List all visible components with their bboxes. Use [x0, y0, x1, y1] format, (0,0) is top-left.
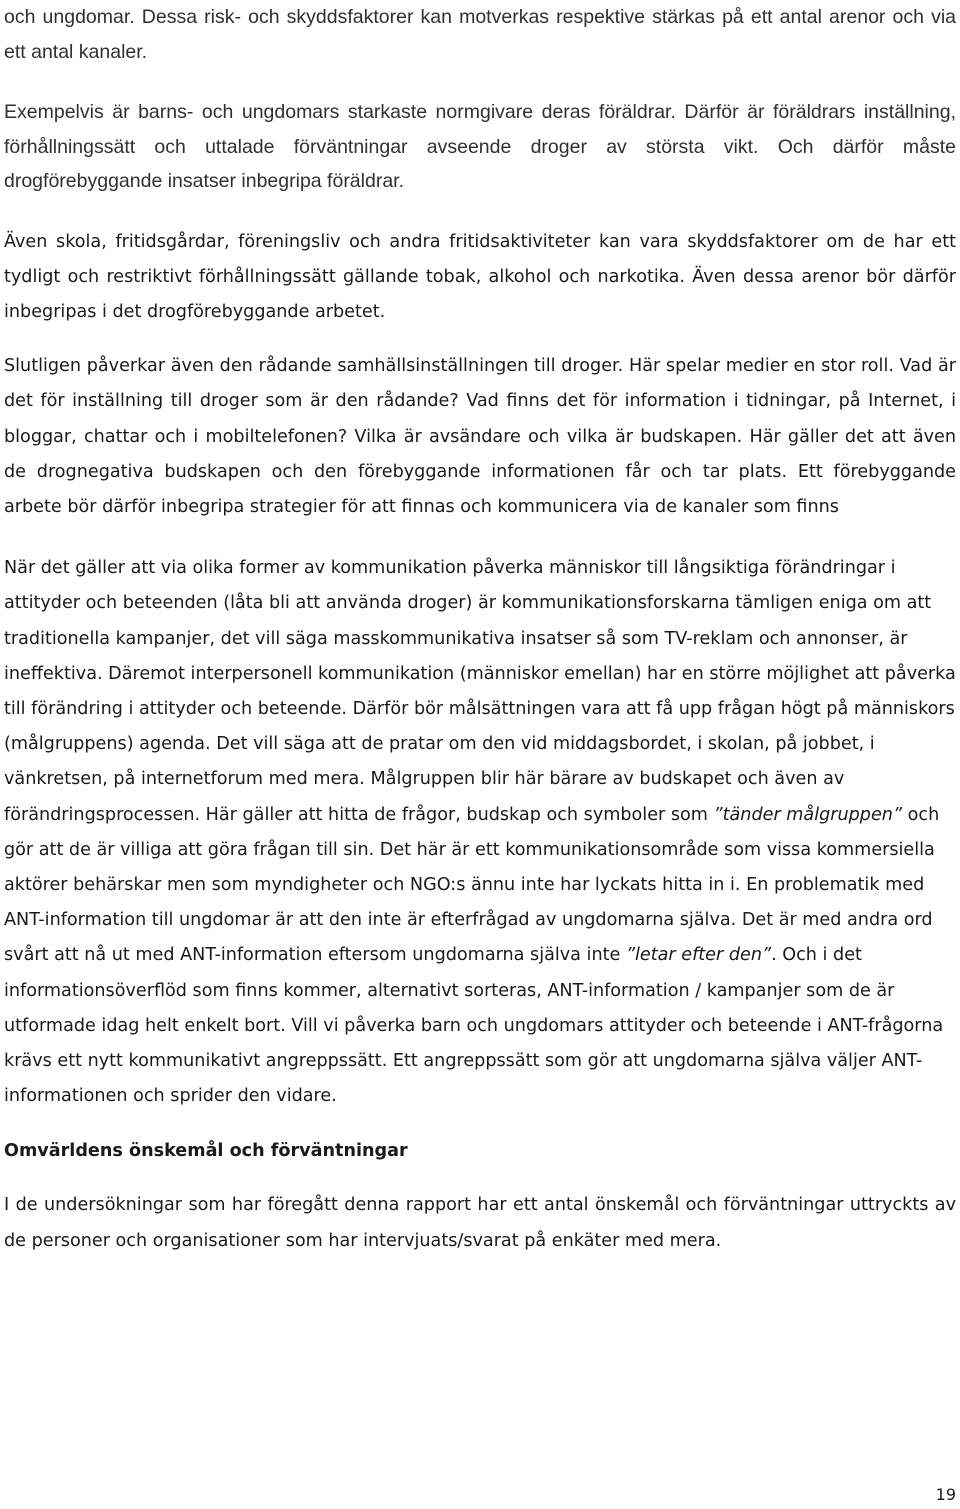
- paragraph-communication-part1: När det gäller att via olika former av kommunikation påverka människor till långsiktiga förändringar i attityder och beteenden (låta bli att använda droger) är kommunikationsforskarna tämligen eniga om att traditionella kampanjer, det vill säga masskommunikativa insatser så som TV-reklam och annonser, är ineffektiva. Däremot interpersonell kommunikation (människor emellan) har en större möjlighet att påverka till förändring i attityder och beteende. Därför bör målsättningen vara att få upp frågan högt på människors (målgruppens) agenda. Det vill säga att de pratar om den vid middagsbordet, i skolan, på jobbet, i vänkretsen, på internetforum med mera. Målgruppen blir här bärare av budskapet och även av förändringsprocessen. Här gäller att hitta de frågor, budskap och symboler som: [4, 558, 956, 825]
- paragraph-communication: [4, 551, 956, 1114]
- emphasis-looking-for-it: ”letar efter den”: [625, 945, 772, 966]
- paragraph-risk-factors: och ungdomar. Dessa risk- och skyddsfaktorer kan motverkas respektive stärkas på ett antal arenor och via ett antal kanaler.: [4, 6, 956, 63]
- paragraph-parents: Exempelvis är barns- och ungdomars starkaste normgivare deras föräldrar. Därför är föräldrars inställning, förhållningssätt och uttalade förväntningar avseende droger av största vikt. Och därför måste drogförebyggande insatser inbegripa föräldrar.: [4, 101, 956, 192]
- page-number: 19: [935, 1485, 956, 1504]
- emphasis-target-group: ”tänder målgruppen”: [713, 804, 903, 825]
- paragraph-school-leisure: Även skola, fritidsgårdar, föreningsliv och andra fritidsaktiviteter kan vara skyddsfaktorer om de har ett tydligt och restriktivt förhållningssätt gällande tobak, alkohol och narkotika. Även dessa arenor bör därför inbegripas i det drogförebyggande arbetet.: [4, 231, 956, 322]
- document-page: [4, 0, 956, 1259]
- paragraph-media: Slutligen påverkar även den rådande samhällsinställningen till droger. Här spelar medier en stor roll. Vad är det för inställning till droger som är den rådande? Vad finns det för information i tidningar, på Internet, i bloggar, chattar och i mobiltelefonen? Vilka är avsändare och vilka är budskapen. Här gäller det att även de drognegativa budskapen och den förebyggande informationen får och tar plats. Ett förebyggande arbete bör därför inbegripa strategier för att finnas och kommunicera via de kanaler som finns: [4, 356, 956, 517]
- paragraph-expectations: I de undersökningar som har föregått denna rapport har ett antal önskemål och förväntningar uttryckts av de personer och organisationer som har intervjuats/svarat på enkäter med mera.: [4, 1195, 956, 1251]
- paragraph-communication-part3: . Och i det informationsöverflöd som finns kommer, alternativt sorteras, ANT-information / kampanjer som de är utformade idag helt enkelt bort. Vill vi påverka barn och ungdomars attityder och beteende i ANT-frågorna krävs ett nytt kommunikativt angreppssätt. Ett angreppssätt som gör att ungdomarna själva väljer ANT-informationen och sprider den vidare.: [4, 945, 944, 1107]
- paragraph-communication-part2: och gör att de är villiga att göra frågan till sin. Det här är ett kommunikationsområde som vissa kommersiella aktörer behärskar men som myndigheter och NGO:s ännu inte har lyckats hitta in i. En problematik med ANT-information till ungdomar är att den inte är efterfrågad av ungdomarna själva. Det är med andra ord svårt att nå ut med ANT-information eftersom ungdomarna själva inte: [4, 804, 940, 966]
- section-heading: Omvärldens önskemål och förväntningar: [4, 1141, 408, 1162]
